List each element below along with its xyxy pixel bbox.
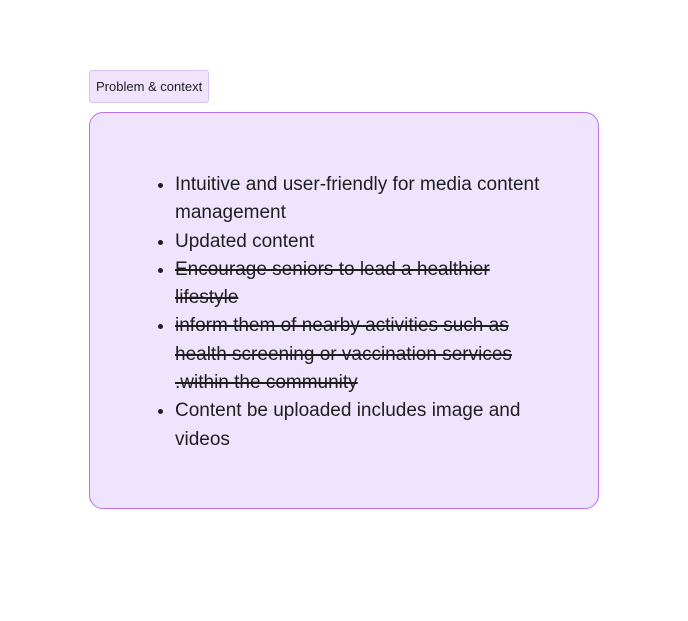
- note-item-1: [175, 171, 555, 228]
- note-text: Encourage seniors to lead a healthier lifestyle: [175, 258, 490, 309]
- note-text: Intuitive and user-friendly for media content management: [175, 174, 540, 224]
- note-item-3: [175, 256, 555, 313]
- note-item-5: [175, 397, 555, 454]
- bullet-icon: [158, 268, 163, 273]
- note-text: inform them of nearby activities such as health screening or vaccination services .within the community: [175, 315, 512, 394]
- note-text: Updated content: [175, 230, 315, 252]
- note-text: Content be uploaded includes image and videos: [175, 400, 521, 450]
- bullet-icon: [158, 409, 163, 414]
- bullet-icon: [158, 183, 163, 188]
- sticky-note-card[interactable]: [89, 112, 599, 509]
- note-item-2: [175, 228, 555, 256]
- note-item-4: [175, 312, 555, 397]
- bullet-icon: [158, 240, 163, 245]
- bullet-icon: [158, 324, 163, 329]
- section-label[interactable]: Problem & context: [89, 70, 209, 103]
- notes-list: [175, 171, 555, 454]
